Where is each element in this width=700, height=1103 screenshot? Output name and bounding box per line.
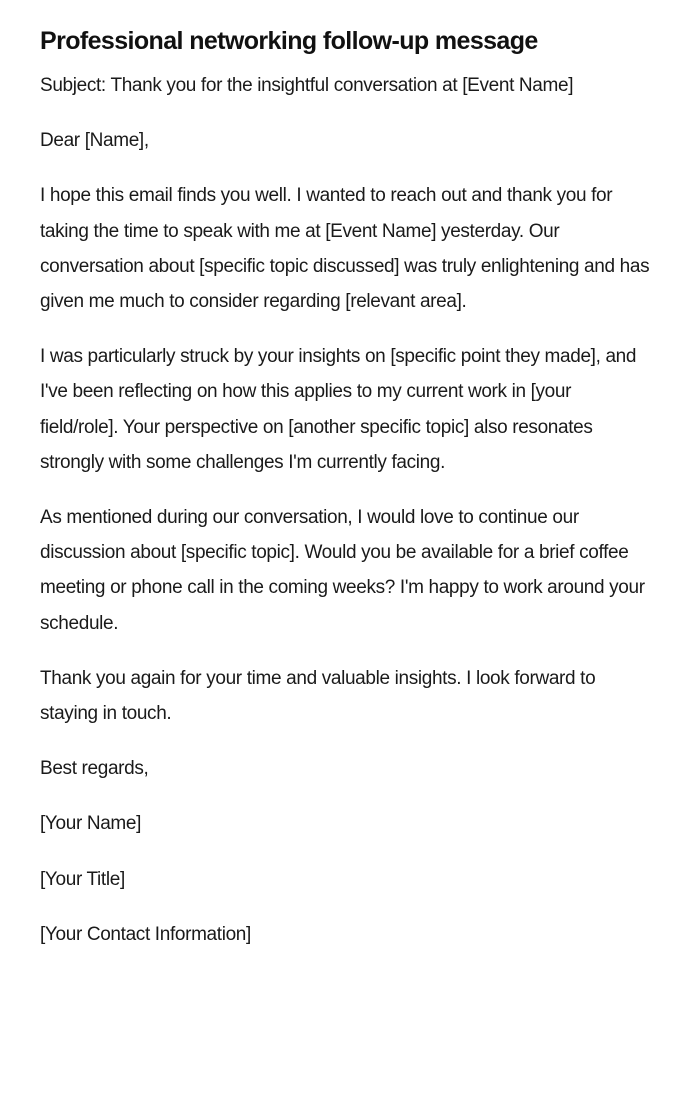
body-paragraph-intro: I hope this email finds you well. I wanted to reach out and thank you for taking the time to speak with me at [Event Name] yesterday. Our conversation about [specific topic discussed] was truly enlightening and has given me much to consider regarding [relevant area]. xyxy=(40,185,650,313)
greeting: Dear [Name], xyxy=(40,130,149,152)
document-title: Professional networking follow-up message xyxy=(40,27,538,55)
closing: Best regards, xyxy=(40,758,149,780)
signature-contact: [Your Contact Information] xyxy=(40,923,251,945)
body-paragraph-thanks: Thank you again for your time and valuable insights. I look forward to staying in touch. xyxy=(40,667,596,725)
body-paragraph-meeting-request: As mentioned during our conversation, I would love to continue our discussion about [specific topic]. Would you be available for a brief coffee meeting or phone call in the coming weeks? I'm happy to work around your schedule. xyxy=(40,507,645,634)
body-paragraph-insights: I was particularly struck by your insights on [specific point they made], and I've been reflecting on how this applies to my current work in [your field/role]. Your perspective on [another specific topic] also resonates strongly with some challenges I'm currently facing. xyxy=(40,346,637,473)
signature-title: [Your Title] xyxy=(40,868,125,890)
subject-line: Subject: Thank you for the insightful conversation at [Event Name] xyxy=(40,75,574,96)
signature-name: [Your Name] xyxy=(40,813,142,835)
